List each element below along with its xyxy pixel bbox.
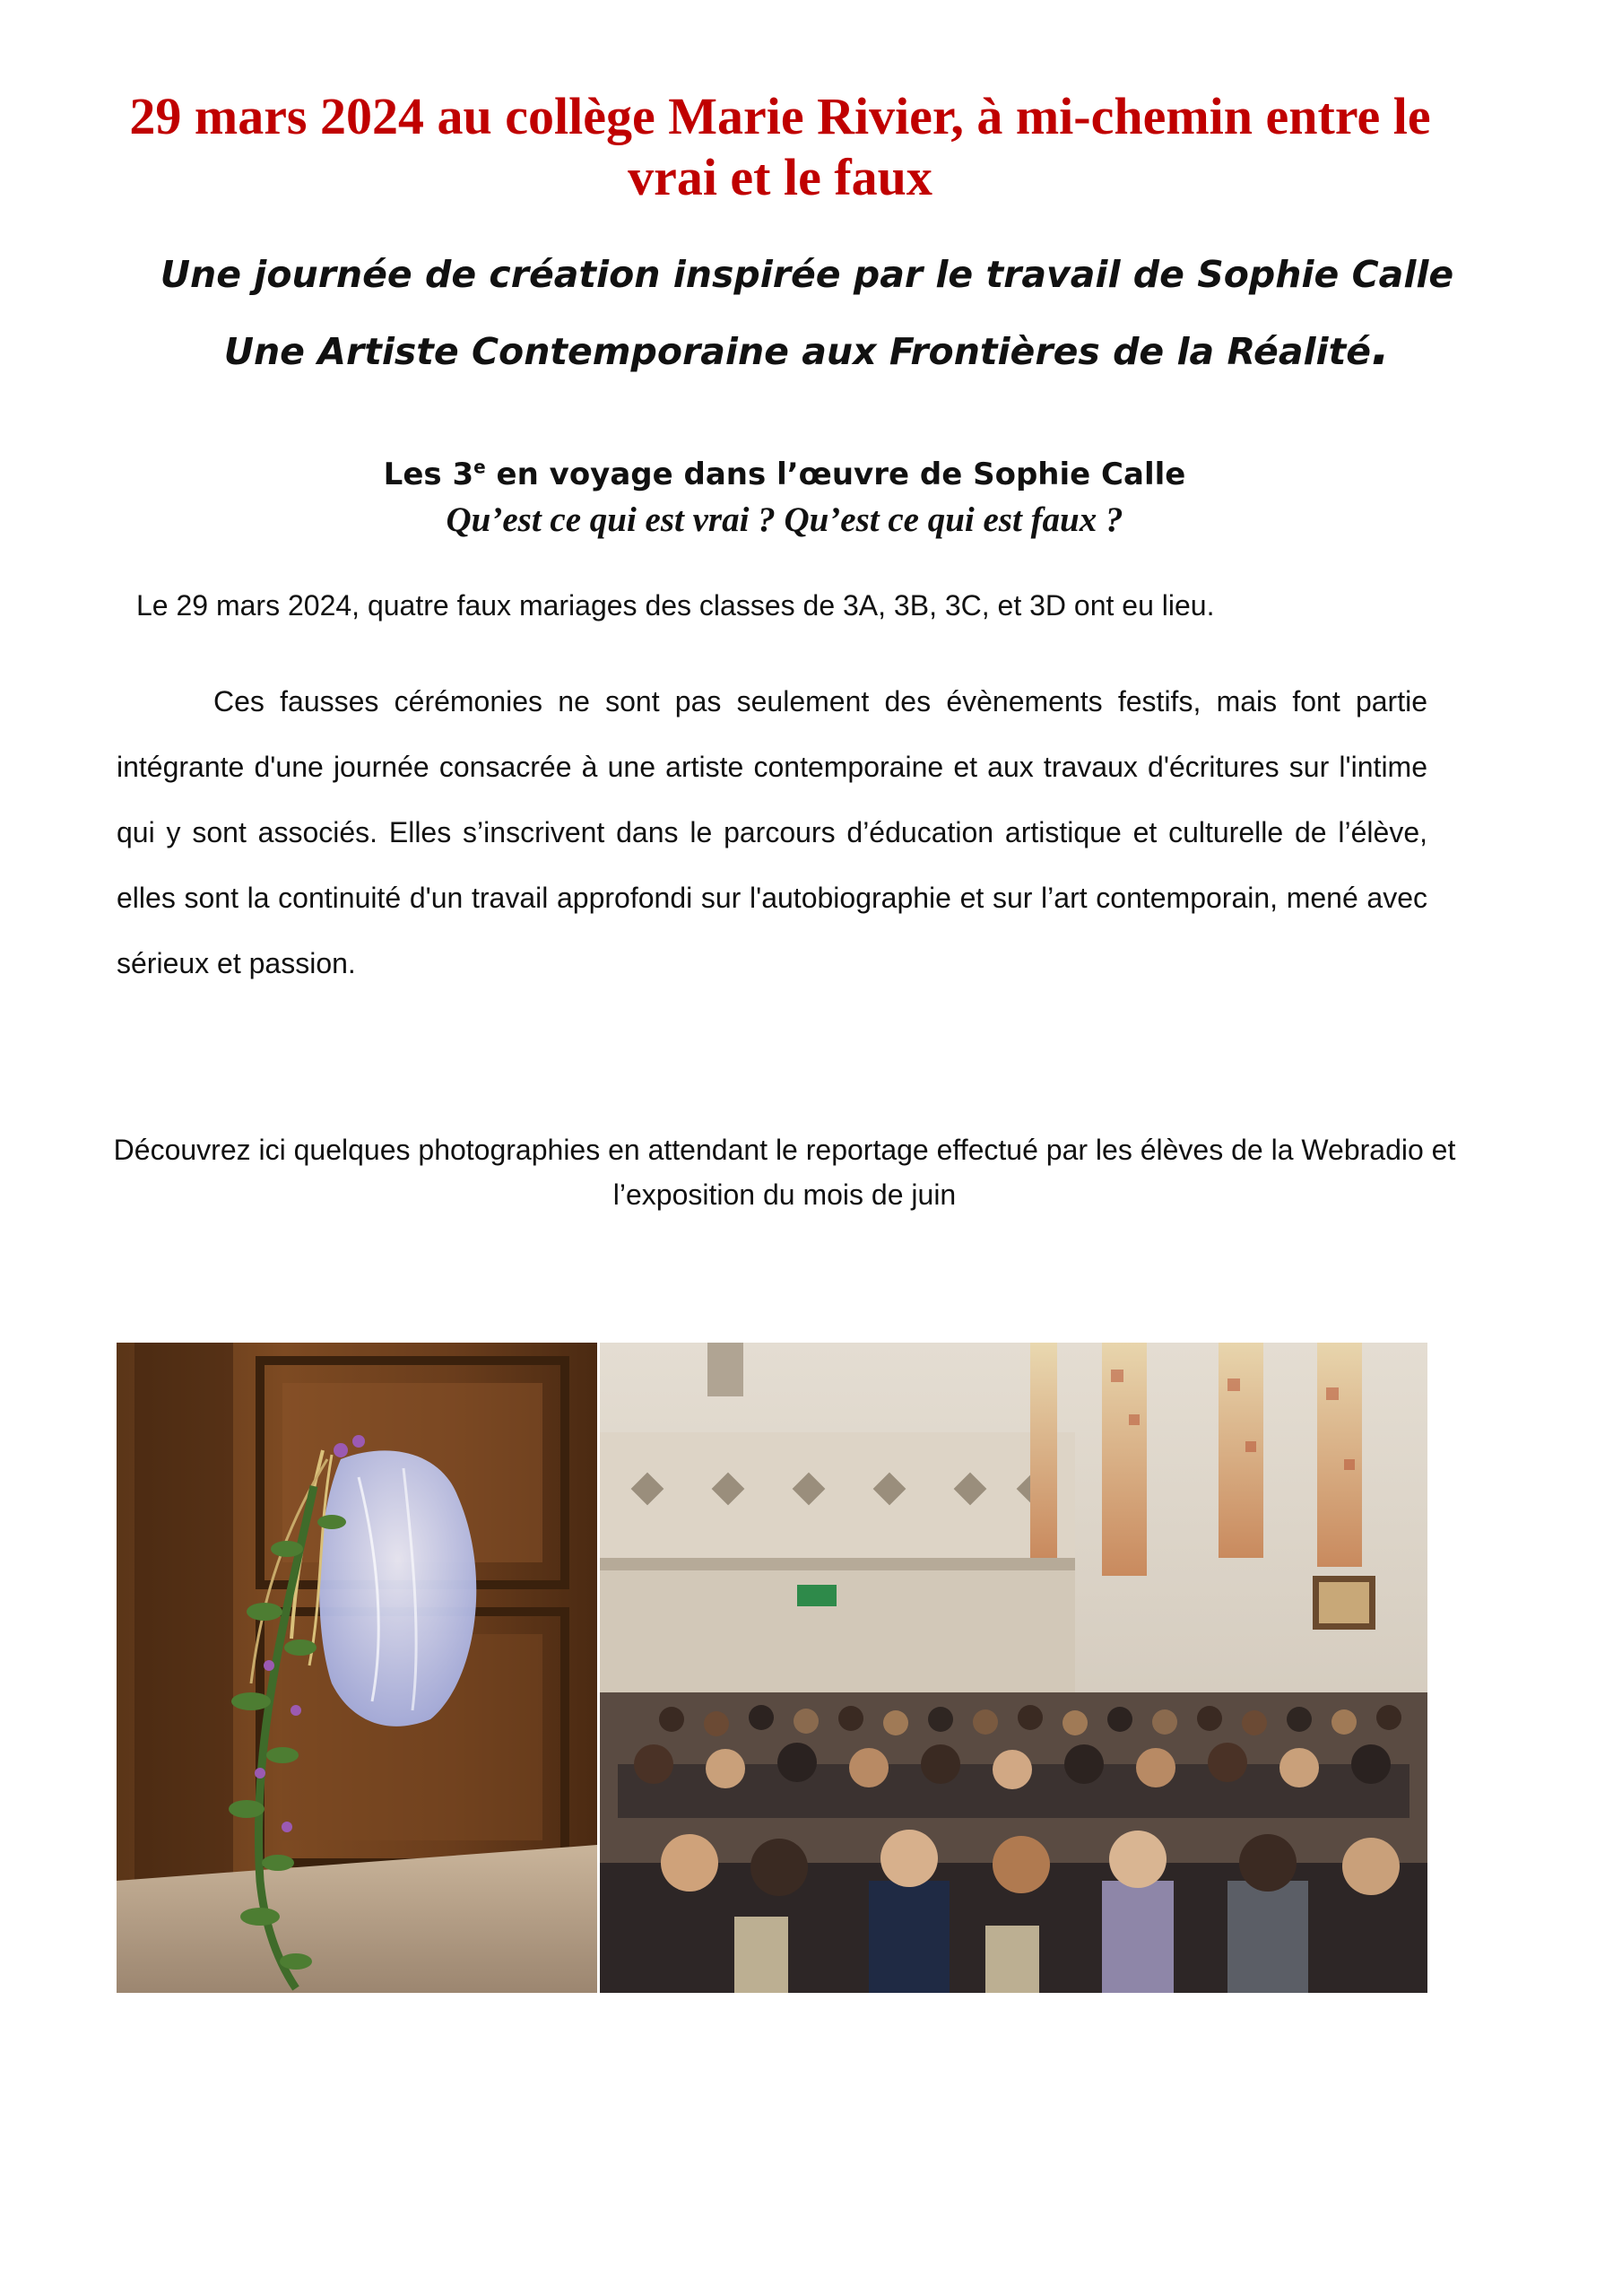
door-veil-illustration [117,1343,597,1993]
page-title: 29 mars 2024 au collège Marie Rivier, à mi-chemin entre le vrai et le faux [129,87,1431,206]
section-heading-suffix: en voyage dans l’œuvre de Sophie Calle [485,457,1186,492]
subtitle-line-2 [134,318,1479,377]
subtitle-line-2-period: . [1371,318,1391,377]
subtitle-line-1: Une journée de création inspirée par le travail de Sophie Calle [160,253,1454,296]
subtitle-line-2-text: Une Artiste Contemporaine aux Frontières de la Réalité [223,330,1372,373]
question-line: Qu’est ce qui est vrai ? Qu’est ce qui est faux ? [446,500,1123,539]
section-heading-prefix: Les 3 [383,457,474,492]
intro-paragraph: Le 29 mars 2024, quatre faux mariages des classes de 3A, 3B, 3C, et 3D ont eu lieu. [136,589,1215,622]
photo-chapel-audience [600,1343,1427,1993]
section-heading [108,455,1462,494]
discover-paragraph: Découvrez ici quelques photographies en attendant le reportage effectué par les élèves de la Webradio et l’exposition du mois de juin [113,1134,1456,1211]
photo-strip [117,1343,1427,1993]
chapel-audience-illustration [600,1343,1427,1993]
photo-door-veil [117,1343,597,1993]
body-paragraph: Ces fausses cérémonies ne sont pas seulement des évènements festifs, mais font partie intégrante d'une journée consacrée à une artiste contemporaine et aux travaux d'écritures sur l'intime qui y sont associés. Elles s’inscrivent dans le parcours d’éducation artistique et culturelle de l’élève, elles sont la continuité d'un travail approfondi sur l'autobiographie et sur l’art contemporain, mené avec sérieux et passion. [117,685,1427,979]
section-heading-superscript: e [473,456,486,478]
